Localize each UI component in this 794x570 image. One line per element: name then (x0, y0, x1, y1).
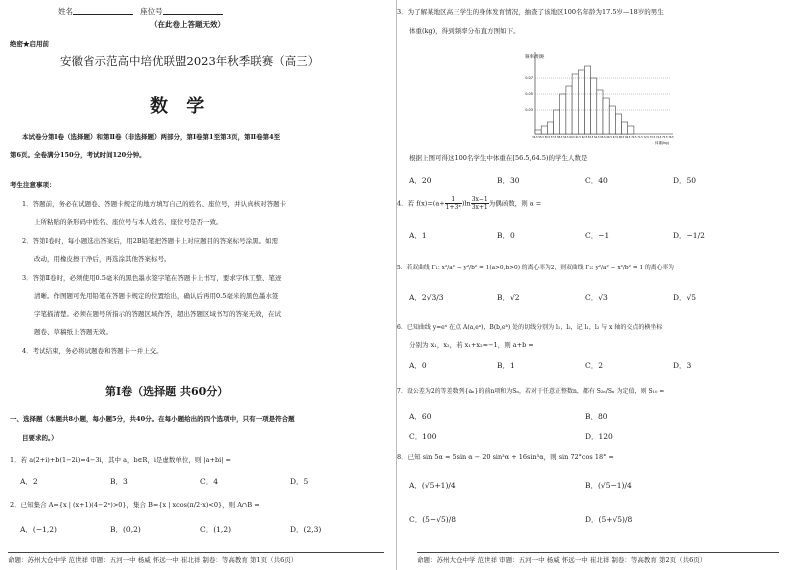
q5-option-c: C．√3 (585, 293, 608, 302)
histogram-bars (535, 66, 634, 134)
histogram-bar (615, 114, 621, 134)
q4-fraction-2 (471, 196, 489, 211)
q4-option-a: A．1 (409, 231, 427, 240)
histogram-x-tick-label: 63.5 (587, 136, 594, 139)
name-seat-line (58, 6, 223, 17)
q1-option-c: C．4 (200, 477, 219, 486)
section-1a: 一、选择题（本题共8小题，每小题5分，共40分。在每小题给出的四个选项中，只有一项是符合题 (10, 415, 295, 423)
intro-line-1: 本试卷分第Ⅰ卷（选择题）和第Ⅱ卷（非选择题）两部分，第Ⅰ卷第1至第3页，第Ⅱ卷第4至 (22, 133, 281, 141)
question-6b: 分别为 x₁，x₂，若 x₁+x₂=−1，则 a+b = (409, 341, 534, 349)
q4-frac-2-den: 3x+1 (471, 204, 488, 211)
notice-3a: 3．答第Ⅱ卷时，必须使用0.5毫米的黑色墨水签字笔在答题卡上书写，要求字体工整、笔迹 (22, 274, 282, 282)
histogram-bar (622, 122, 628, 134)
histogram-bar (535, 130, 541, 134)
notice-2a: 2．答第Ⅰ卷时，每小题选出答案后，用2B铅笔把答题卡上对应题目的答案标号涂黑。如需 (22, 237, 279, 245)
q8-option-a: A．(√5+1)/4 (409, 481, 456, 490)
q4-frac-1-num: 1 (445, 196, 462, 204)
histogram-x-tick-label: 72.5 (643, 136, 649, 139)
q4-options (409, 230, 769, 241)
question-6a: 6．已知曲线 y=eˣ 在点 A(a,eᵃ)，B(b,eᵇ) 处的切线分别为 l₁，l₂，记 l₁，l₂ 与 x 轴的交点的横坐标 (397, 324, 663, 331)
q6-option-c: C．2 (585, 361, 604, 370)
q2-option-c: C．(1,2) (200, 525, 232, 534)
q1-option-b: B．3 (110, 477, 128, 486)
q4-option-d: D．−1/2 (673, 231, 705, 240)
notice-1b: 上所粘贴的条形码中姓名、座位号与本人姓名、座位号是否一致。 (34, 218, 223, 226)
question-7: 7．设公差为2的等差数列{aₙ}的前n项和为Sₙ，若对于任意正整数n，都有 S₂ₙ/Sₙ 为定值，则 S₁₀ = (397, 388, 665, 395)
histogram-x-tick-label: 66.5 (606, 136, 612, 139)
histogram-x-tick-label: 73.5 (649, 136, 656, 139)
q3-option-b: B．30 (497, 176, 520, 185)
part-title: 第Ⅰ卷（选择题 共60分） (105, 385, 229, 398)
histogram-bar (603, 98, 609, 134)
q2-option-d: D．(2,3) (290, 525, 322, 534)
frequency-histogram (517, 46, 677, 148)
histogram-bar (547, 122, 553, 134)
histogram-x-tick-label: 55.5 (538, 136, 544, 139)
histogram-bar (578, 70, 584, 134)
q8-options-row-1 (409, 480, 769, 491)
question-4 (397, 196, 541, 211)
histogram-bar (560, 94, 566, 134)
histogram-x-tick-label: 56.5 (544, 136, 551, 139)
notice-title: 考生注意事项： (10, 181, 56, 189)
histogram-x-tick-label: 59.5 (563, 136, 569, 139)
q5-option-a: A．2√3/3 (409, 293, 444, 302)
q1-option-d: D．5 (290, 477, 309, 486)
histogram-x-tick-label: 60.5 (569, 136, 575, 139)
question-1: 1．若 a(2+i)+b(1−2i)=4−3i，其中 a，b∈R，i是虚数单位，则 |a+bi| = (10, 456, 231, 464)
histogram-y-label: 频率/组距 (525, 55, 545, 60)
q7-options-row-2 (409, 431, 769, 442)
histogram-bar (554, 110, 560, 134)
histogram-x-tick-label: 74.5 (655, 136, 662, 139)
seat-blank (163, 6, 223, 15)
q6-option-b: B．1 (497, 361, 515, 370)
q6-option-a: A．0 (409, 361, 427, 370)
histogram-x-tick-label: 65.5 (600, 136, 606, 139)
histogram-x-tick-label: 67.5 (612, 136, 619, 139)
histogram-x-tick-label: 61.5 (575, 136, 581, 139)
q5-options (409, 292, 769, 303)
histogram-bar (597, 90, 603, 134)
question-3b: 体重(kg)，得到频率分布直方图如下。 (409, 27, 520, 35)
q7-options-row-1 (409, 411, 769, 422)
q2-options (20, 524, 380, 535)
histogram-x-tick-label: 69.5 (625, 136, 631, 139)
q2-text-post: ，则 A∩B = (222, 501, 260, 509)
q1-options (20, 476, 380, 487)
q5-option-d: D．√5 (673, 293, 697, 302)
q4-option-b: B．0 (497, 231, 515, 240)
q3-option-a: A．20 (409, 176, 432, 185)
q8-option-b: B．(√5−1)/4 (585, 481, 632, 490)
question-2 (10, 501, 260, 509)
histogram-bar (541, 126, 547, 134)
name-blank (73, 6, 133, 15)
histogram-bar (572, 74, 578, 134)
right-footer: 命题：苏州大仓中学 范世祥 审题：五河一中 杨威 怀远一中 崔北祥 制卷：等高教育 第2页（共6页） (417, 552, 779, 564)
question-3a: 3．为了解某地区高三学生的身体发育情况，抽查了该地区100名年龄为17.5岁—18岁的男生 (397, 8, 664, 16)
histogram-x-ticks (532, 136, 674, 139)
q4-frac-2-num: 3x−1 (471, 196, 488, 203)
q8-option-c: C．(5−√5)/8 (409, 515, 456, 524)
histogram-x-tick-label: 70.5 (631, 136, 637, 139)
histogram-x-label: 体重(kg) (655, 141, 669, 145)
question-8: 8．已知 sin 5α = 5sin α − 20 sin³α + 16sin⁵α，则 sin 72°cos 18° = (397, 453, 614, 461)
histogram-x-tick-label: 64.5 (594, 136, 600, 139)
secret-tag: 绝密★启用前 (10, 40, 49, 48)
notice-3c: 字笔描清楚。必须在题号所指示的答题区域作答，超出答题区域书写的答案无效，在试 (34, 310, 281, 318)
intro-line-2: 第6页。全卷满分150分，考试时间120分钟。 (10, 151, 146, 159)
histogram-x-tick-label: 57.5 (550, 136, 557, 139)
histogram-bar (609, 106, 615, 134)
histogram-bar (591, 78, 597, 134)
q4-text-post: 为偶函数，则 a = (488, 199, 542, 208)
q8-option-d: D．(5+√5)/8 (585, 515, 633, 524)
notice-3d: 题卷、草稿纸上答题无效。 (34, 328, 112, 336)
histogram-x-tick-label: 75.5 (662, 136, 668, 139)
subject-title: 数 学 (150, 96, 211, 117)
q7-option-a: A．60 (409, 412, 432, 421)
q4-text-pre: 4．若 f(x)=(a+ (397, 199, 445, 208)
seat-label: 座位号 (140, 7, 163, 16)
q3-option-c: C．40 (585, 176, 608, 185)
q7-option-d: D．120 (585, 432, 613, 441)
q2-option-a: A．(−1,2) (20, 525, 57, 534)
histogram-y-tick-label: 0.05 (525, 92, 533, 97)
histogram-x-tick-label: 76.5 (668, 136, 674, 139)
histogram-x-tick-label: 54.5 (532, 136, 538, 139)
notice-4: 4．考试结束，务必将试题卷和答题卡一并上交。 (22, 347, 163, 355)
q3-options (409, 175, 769, 186)
histogram-x-tick-label: 71.5 (637, 136, 643, 139)
histogram-y-tick-label: 0.07 (525, 76, 533, 81)
histogram-x-tick-label: 68.5 (618, 136, 625, 139)
histogram-y-tick-label: 0.03 (525, 108, 533, 113)
invalid-note: （在此卷上答题无效） (150, 20, 225, 29)
q6-option-d: D．3 (673, 361, 692, 370)
q4-text-mid: )ln (461, 199, 471, 208)
q2-text-pre: 2．已知集合 A={x | (x+1)(4−2ˣ)>0}，集合 B= (10, 501, 159, 509)
question-3c: 根据上图可得这100名学生中体重在[56.5,64.5)的学生人数是 (409, 154, 588, 162)
histogram-x-tick-label: 62.5 (581, 136, 588, 139)
q3-option-d: D．50 (673, 176, 697, 185)
q4-option-c: C．−1 (585, 231, 610, 240)
q2-option-b: B．(0,2) (110, 525, 141, 534)
histogram-x-tick-label: 58.5 (557, 136, 563, 139)
q7-option-c: C．100 (409, 432, 437, 441)
histogram-bar (628, 126, 634, 134)
q1-option-a: A．2 (20, 477, 38, 486)
q5-option-b: B．√2 (497, 293, 520, 302)
right-page (397, 0, 794, 570)
left-footer: 命题：苏州大仓中学 范世祥 审题：五河一中 杨威 怀远一中 崔北祥 制卷：等高教育 第1页（共6页） (8, 552, 384, 564)
q6-options (409, 360, 769, 371)
q4-frac-1-den: 1+3ˣ (445, 204, 461, 211)
q8-options-row-2 (409, 514, 769, 525)
section-1b: 目要求的。） (22, 434, 58, 442)
q2-set-b: {x | xcos(π/2·x)<0} (158, 501, 223, 509)
notice-1a: 1．答题前，务必在试题卷、答题卡规定的地方填写自己的姓名、座位号，并认真核对答题卡 (22, 200, 287, 208)
question-5: 5．若双曲线 Γ₁: x²/a² − y²/b² = 1(a>0,b>0) 的离心率为2，则双曲线 Γ₂: y²/a² − x²/b² = 1 的离心率为 (397, 265, 674, 271)
q7-option-b: B．80 (585, 412, 608, 421)
q4-fraction-1 (445, 196, 462, 211)
notice-2b: 改动，用橡皮擦干净后，再选涂其他答案标号。 (34, 255, 171, 263)
exam-title: 安徽省示范高中培优联盟2023年秋季联赛（高三） (60, 54, 320, 68)
notice-3b: 清晰。作图题可先用铅笔在答题卡规定的位置绘出，确认后再用0.5毫米的黑色墨水签 (34, 292, 279, 300)
histogram-bar (584, 66, 590, 134)
name-label: 姓名 (58, 7, 73, 16)
